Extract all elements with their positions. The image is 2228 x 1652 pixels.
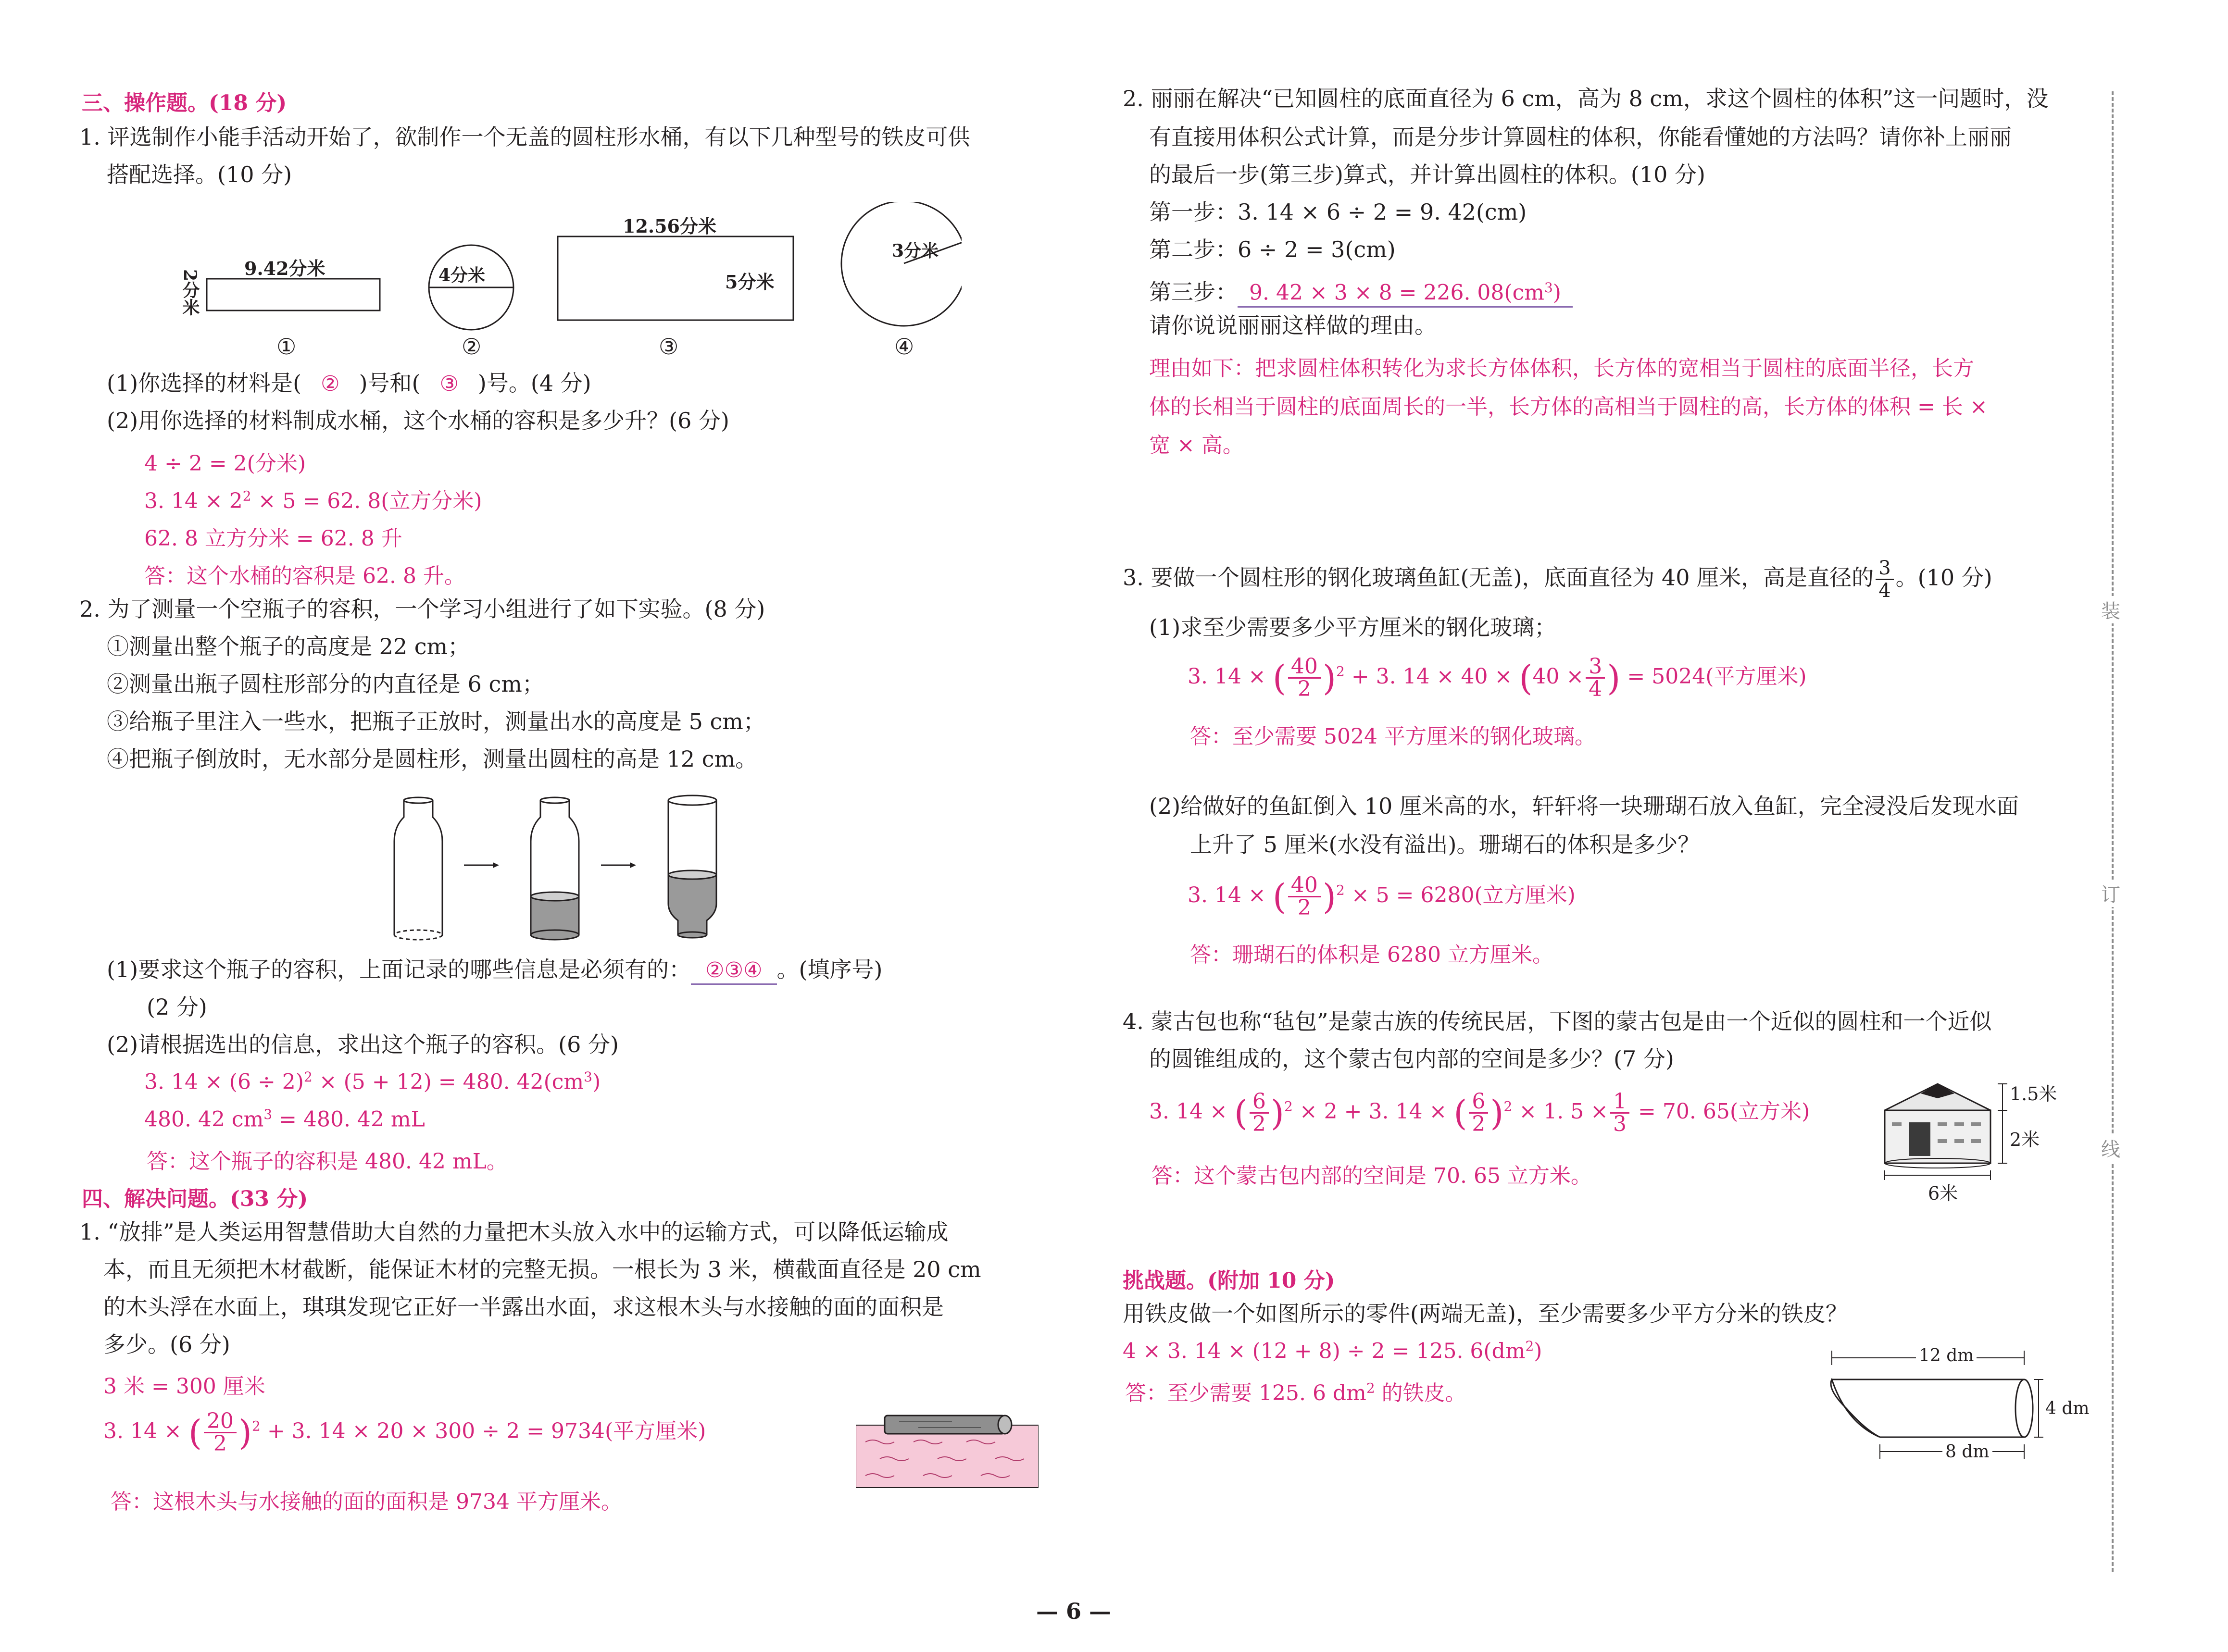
p3-answer-line2: 答：至少需要 5024 平方厘米的钢化玻璃。 [1190,724,1596,749]
q2-answer-line1: 3. $14 \times (6 \div 2)^2 \times (5 + 12) = 480$. $42(cm^3)$ [144,1069,601,1094]
challenge-answer-line2: 答：至少需要 125. 6 $dm^2$ 的铁皮。 [1125,1380,1466,1405]
shape1-number: ① [276,334,297,360]
p4-text-line2: 的圆锥组成的，这个蒙古包内部的空间是多少？(7 分) [1149,1046,1674,1072]
section4-title: 四、解决问题。(33 分) [82,1187,308,1211]
p1-text-line4: 多少。(6 分) [103,1331,230,1357]
p3-answer-line4: 答：珊瑚石的体积是 6280 立方厘米。 [1190,943,1553,967]
shape4-radius-label: 3分米 [892,241,939,261]
p2-step3: 第三步： 9. 42 × 3 × 8 = 226. $08(cm^3)$ [1149,275,1573,308]
yurt-cone-height: 1.5米 [2010,1083,2057,1105]
bottles-figure [385,788,750,947]
p1-text-line2: 本，而且无须把木材截断，能保证木材的完整无损。一根长为 3 米，横截面直径是 20 cm [103,1256,981,1282]
p2-step3-answer: 9. 42 × 3 × 8 = 226. $08(cm^3)$ [1238,275,1573,308]
p4-answer-line2: 答：这个蒙古包内部的空间是 70. 65 立方米。 [1152,1164,1592,1188]
p2-reason-line2: 体的长相当于圆柱的底面周长的一半，长方体的高相当于圆柱的高，长方体的体积 = 长 × [1149,395,1988,419]
p2-reason-line1: 理由如下：把求圆柱体积转化为求长方体体积，长方体的宽相当于圆柱的底面半径，长方 [1149,356,1974,381]
q1-text-line2: 搭配选择。(10 分) [107,161,292,187]
p2-text-line1: 2. 丽丽在解决“已知圆柱的底面直径为 6 cm，高为 8 cm，求这个圆柱的体积”这一问题时，没 [1123,86,2049,112]
q2-sub1-answer: ②③④ [691,957,776,985]
yurt-cylinder-height: 2米 [2010,1129,2040,1150]
q1-sub2: (2)用你选择的材料制成水桶，这个水桶的容积是多少升？(6 分) [107,408,729,434]
q1-sub1-answer2: ③ [439,372,459,396]
q1-answer-line3: 62. 8 立方分米 = 62. 8 升 [144,526,402,551]
challenge-question: 用铁皮做一个如图所示的零件(两端无盖)，至少需要多少平方分米的铁皮？ [1123,1301,1848,1327]
shape3-width-label: 12.56分米 [623,215,716,237]
yurt-diameter: 6米 [1928,1183,1958,1204]
p3-answer-line3: 3. 14 × ( $\frac{40}{2}$ )$^2$ × 5 = 6280(立方厘米) [1188,873,1576,920]
q1-answer-line4: 答：这个水桶的容积是 62. 8 升。 [144,564,465,588]
p3-answer-line1: 3. 14 × ( $\frac{40}{2}$ )$^2$ + 3. 14 × 40 × (40 × $\frac{3}{4}$ ) = 5024(平方厘米) [1188,654,1807,701]
q2-answer-line2: 480. 42 $cm^3 = 480$. 42 mL [144,1106,425,1132]
binding-char-1: 装 [2101,596,2120,623]
p3-sub1: (1)求至少需要多少平方厘米的钢化玻璃； [1149,614,1557,640]
p1-answer-line1: 3 米 = 300 厘米 [103,1374,265,1399]
q1-answer-line1: 4 ÷ 2 = 2(分米) [144,451,306,476]
p2-reason-question: 请你说说丽丽这样做的理由。 [1149,312,1437,338]
q2-sub2: (2)请根据选出的信息，求出这个瓶子的容积。(6 分) [107,1031,619,1057]
shape3-height-label: 5分米 [725,271,775,293]
page-number: — 6 — [1036,1598,1112,1624]
p3-sub2-line1: (2)给做好的鱼缸倒入 10 厘米高的水，轩轩将一块珊瑚石放入鱼缸，完全浸没后发现水面 [1149,793,2019,819]
p2-text-line2: 有直接用体积公式计算，而是分步计算圆柱的体积，你能看懂她的方法吗？请你补上丽丽 [1149,124,2012,150]
p2-reason-line3: 宽 × 高。 [1149,433,1244,458]
q1-sub1-answer1: ② [321,372,340,396]
q2-sub1-score: (2 分) [147,994,207,1020]
shape1-height-label: 2分米 [180,269,200,316]
p4-answer-line1: 3. 14 × ( $\frac{6}{2}$ )$^2$ × 2 + 3. 14 × ( $\frac{6}{2}$ )$^2$ × 1. 5 × $\frac{1}{3}$ = 70. 65(立方米) [1149,1089,1810,1136]
q2-sub1: (1)要求这个瓶子的容积，上面记录的哪些信息是必须有的： ②③④ 。(填序号) [107,956,882,985]
p2-step2: 第二步：6 ÷ 2 = 3(cm) [1149,236,1396,262]
q2-step3: ③给瓶子里注入一些水，把瓶子正放时，测量出水的高度是 5 cm； [107,708,765,734]
shape1-width-label: 9.42分米 [244,258,325,279]
shape2-number: ② [462,334,482,360]
q1-answer-line2: 3. $14 \times 2^2 \times 5 = 62$. 8(立方分米) [144,488,482,513]
q2-text: 2. 为了测量一个空瓶子的容积，一个学习小组进行了如下实验。(8 分) [79,596,765,622]
binding-char-2: 订 [2101,880,2120,907]
q2-step2: ②测量出瓶子圆柱形部分的内直径是 6 cm； [107,671,544,697]
q2-step1: ①测量出整个瓶子的高度是 22 cm； [107,633,470,659]
p1-answer-line3: 答：这根木头与水接触的面的面积是 9734 平方厘米。 [111,1490,622,1514]
part-bottom-length: 8 dm [1942,1442,1992,1462]
shape3-number: ③ [659,334,679,360]
challenge-answer-line1: 4 × 3. 14 × (12 + 8) ÷ 2 = 125. $6(dm^2)$ [1123,1338,1542,1364]
binding-char-3: 线 [2101,1134,2120,1162]
q1-sub1: (1)你选择的材料是( ② )号和( ③ )号。(4 分) [107,370,591,396]
binding-line [2112,91,2114,1572]
p2-text-line3: 的最后一步(第三步)算式，并计算出圆柱的体积。(10 分) [1149,161,1705,187]
q2-step4: ④把瓶子倒放时，无水部分是圆柱形，测量出圆柱的高是 12 cm。 [107,746,758,772]
q1-text-line1: 1. 评选制作小能手活动开始了，欲制作一个无盖的圆柱形水桶，有以下几种型号的铁皮可供 [79,124,970,150]
section3-title: 三、操作题。(18 分) [82,91,287,115]
q2-answer-line3: 答：这个瓶子的容积是 480. 42 mL。 [147,1149,508,1174]
challenge-title: 挑战题。(附加 10 分) [1123,1268,1335,1293]
p3-text-line1: 3. 要做一个圆柱形的钢化玻璃鱼缸(无盖)，底面直径为 40 厘米，高是直径的 $\frac{3}{4}$ 。(10 分) [1123,557,1992,602]
p1-answer-line2: 3. 14 × ( $\frac{20}{2}$ )$^2$ + 3. 14 × 20 × 300 ÷ 2 = 9734(平方厘米) [103,1409,706,1456]
p4-text-line1: 4. 蒙古包也称“毡包”是蒙古族的传统民居，下图的蒙古包是由一个近似的圆柱和一个近似 [1123,1008,1992,1034]
log-in-water-figure [856,1404,1039,1490]
part-diameter: 4 dm [2043,1399,2091,1418]
part-top-length: 12 dm [1916,1346,1977,1366]
p1-text-line1: 1. “放排”是人类运用智慧借助大自然的力量把木头放入水中的运输方式，可以降低运输成 [79,1219,949,1245]
shape2-diameter-label: 4分米 [438,265,486,286]
p3-sub2-line2: 上升了 5 厘米(水没有溢出)。珊瑚石的体积是多少？ [1190,832,1700,857]
p1-text-line3: 的木头浮在水面上，琪琪发现它正好一半露出水面，求这根木头与水接触的面的面积是 [103,1294,944,1320]
shape4-number: ④ [894,334,914,360]
p2-step1: 第一步：3. 14 × 6 ÷ 2 = 9. 42(cm) [1149,199,1527,225]
